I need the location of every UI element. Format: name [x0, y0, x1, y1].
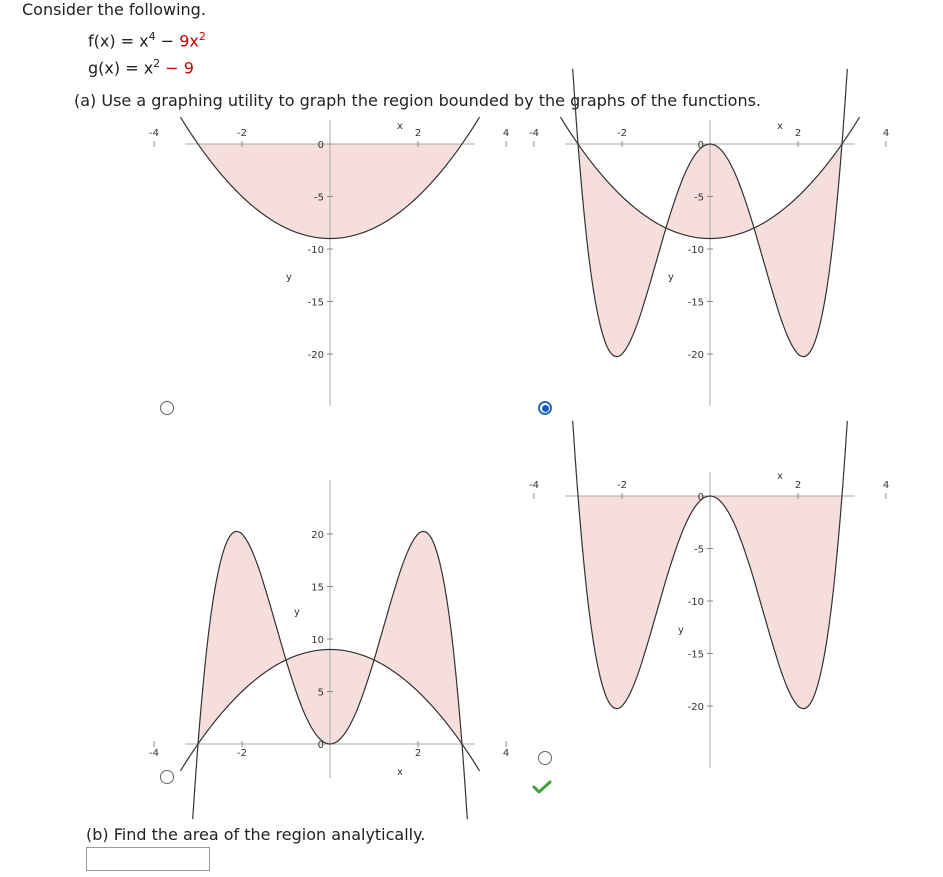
option-b-radio[interactable]	[538, 401, 552, 415]
y-tick-label: -15	[687, 649, 704, 661]
x-tick-label: -4	[529, 480, 539, 491]
y-tick-label: -20	[687, 350, 704, 361]
y-tick-label: -15	[307, 297, 324, 309]
y-tick-label: 0	[697, 492, 704, 503]
intro-text: Consider the following.	[22, 0, 206, 19]
graph-option-c	[149, 478, 510, 788]
x-tick-label: 4	[502, 748, 510, 759]
option-d-radio[interactable]	[538, 751, 552, 765]
y-tick-label: 5	[317, 687, 324, 699]
y-tick-label: 10	[311, 635, 324, 646]
y-tick-label: -20	[687, 702, 704, 713]
x-tick-label: 4	[502, 128, 510, 139]
region-fill	[578, 144, 666, 357]
x-axis-label: x	[397, 767, 403, 778]
y-tick-label: -15	[687, 297, 704, 309]
region-fill	[374, 531, 462, 744]
y-tick-label: 0	[697, 140, 704, 151]
y-tick-label: 20	[311, 530, 324, 541]
y-tick-label: 0	[317, 740, 324, 751]
x-tick-label: -2	[617, 128, 627, 139]
x-tick-label: 2	[414, 748, 422, 759]
y-tick-label: -20	[307, 350, 324, 361]
x-tick-label: -4	[529, 128, 539, 139]
y-axis-label: y	[294, 607, 300, 618]
x-tick-label: 4	[882, 128, 890, 139]
y-tick-label: -5	[314, 192, 324, 204]
y-tick-label: -10	[687, 597, 704, 608]
x-tick-label: 2	[794, 480, 802, 491]
x-tick-label: 2	[414, 128, 422, 139]
region-fill	[754, 144, 842, 357]
x-tick-label: -2	[237, 128, 247, 139]
area-answer-field[interactable]	[86, 847, 210, 871]
y-tick-label: -10	[307, 245, 324, 256]
option-a-radio[interactable]	[160, 401, 174, 415]
checkmark-icon	[533, 780, 551, 794]
graph-option-d	[529, 470, 890, 770]
x-axis-label: x	[777, 121, 783, 132]
x-axis-label: x	[777, 471, 783, 482]
y-tick-label: -5	[694, 544, 704, 556]
y-tick-label: -10	[687, 245, 704, 256]
x-tick-label: -4	[149, 748, 159, 759]
function-g: $g(x) = x^2 - 9$	[88, 57, 194, 78]
x-tick-label: -2	[617, 480, 627, 491]
graph-option-a	[149, 118, 510, 408]
part-a-prompt: (a) Use a graphing utility to graph the region bounded by the graphs of the functions.	[74, 91, 761, 110]
option-c-radio[interactable]	[160, 770, 174, 784]
y-tick-label: -5	[694, 192, 704, 204]
x-tick-label: -4	[149, 128, 159, 139]
function-f: $f(x) = x^4 - 9x^2$	[88, 30, 206, 51]
x-tick-label: 2	[794, 128, 802, 139]
x-tick-label: 4	[882, 480, 890, 491]
region-fill	[198, 531, 286, 744]
part-b-prompt: (b) Find the area of the region analytically.	[86, 825, 426, 844]
y-axis-label: y	[286, 272, 292, 283]
y-tick-label: 0	[317, 140, 324, 151]
y-tick-label: 15	[311, 582, 324, 594]
y-axis-label: y	[668, 272, 674, 283]
x-tick-label: -2	[237, 748, 247, 759]
x-axis-label: x	[397, 121, 403, 132]
y-axis-label: y	[678, 625, 684, 636]
graph-option-b	[529, 118, 890, 408]
